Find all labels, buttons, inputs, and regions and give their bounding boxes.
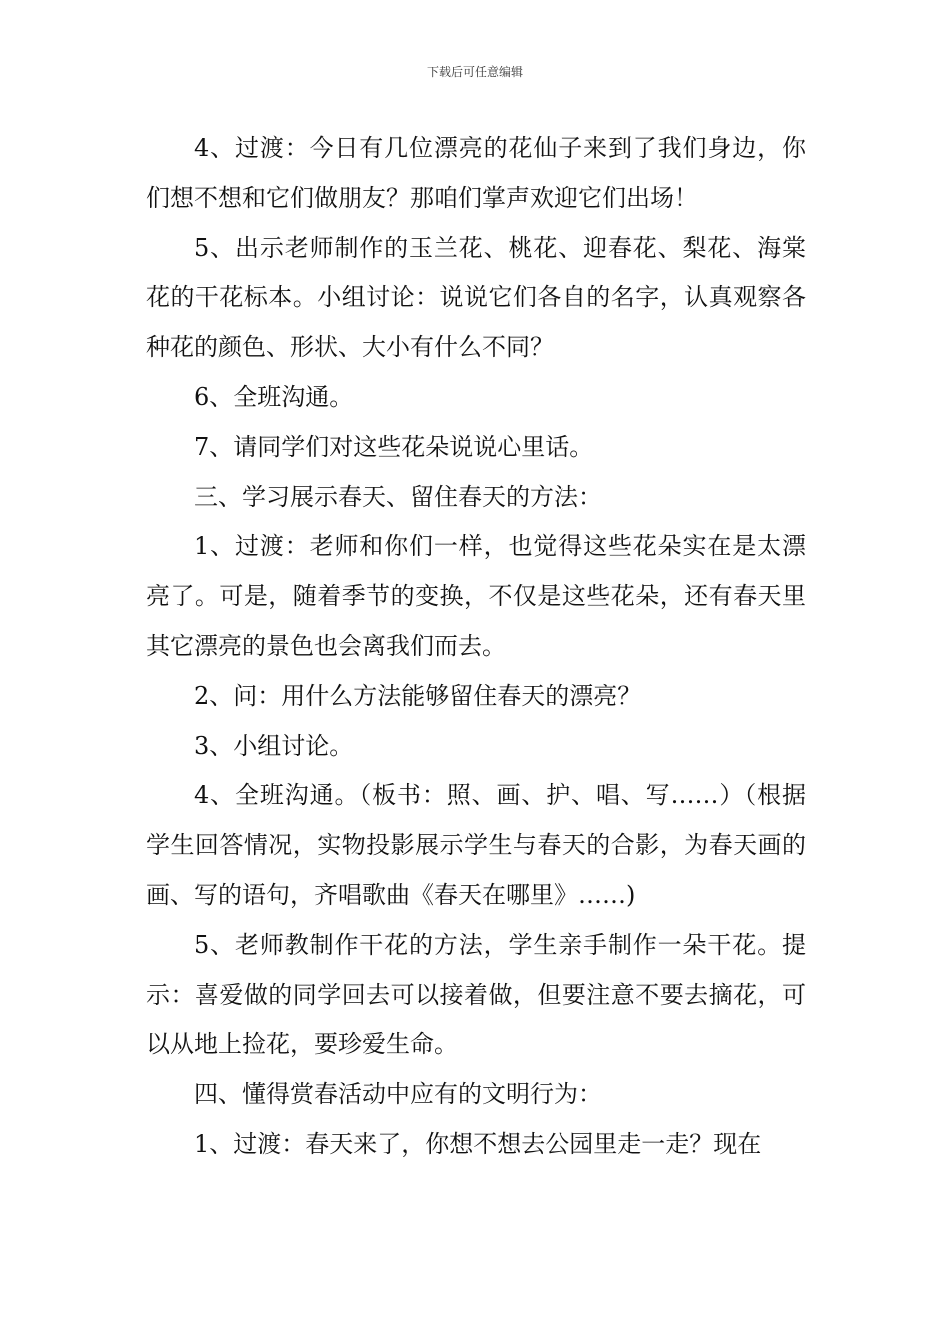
paragraph: 3、小组讨论。 xyxy=(194,731,354,760)
paragraph: 6、全班沟通。 xyxy=(194,382,354,411)
paragraph: 5、出示老师制作的玉兰花、桃花、迎春花、梨花、海棠花的干花标本。小组讨论：说说它们各自的名字，认真观察各种花的颜色、形状、大小有什么不同？ xyxy=(146,233,806,362)
paragraph: 4、全班沟通。（板书：照、画、护、唱、写……）（根据学生回答情况，实物投影展示学生与春天的合影，为春天画的画、写的语句，齐唱歌曲《春天在哪里》……) xyxy=(146,781,806,909)
section-heading: 四、懂得赏春活动中应有的文明行为： xyxy=(194,1080,602,1109)
paragraph: 2、问：用什么方法能够留住春天的漂亮？ xyxy=(194,681,642,710)
section-heading: 三、学习展示春天、留住春天的方法： xyxy=(194,482,602,511)
page-header: 下载后可任意编辑 xyxy=(426,65,523,79)
paragraph: 4、过渡：今日有几位漂亮的花仙子来到了我们身边，你们想不想和它们做朋友？那咱们掌声欢迎它们出场！ xyxy=(146,134,806,212)
paragraph: 5、老师教制作干花的方法，学生亲手制作一朵干花。提示：喜爱做的同学回去可以接着做，但要注意不要去摘花，可以从地上捡花，要珍爱生命。 xyxy=(146,930,806,1059)
paragraph: 1、过渡：春天来了，你想不想去公园里走一走？现在 xyxy=(194,1129,762,1158)
paragraph: 7、请同学们对这些花朵说说心里话。 xyxy=(194,432,594,461)
paragraph: 1、过渡：老师和你们一样，也觉得这些花朵实在是太漂亮了。可是，随着季节的变换，不仅是这些花朵，还有春天里其它漂亮的景色也会离我们而去。 xyxy=(146,532,806,660)
document-body xyxy=(146,124,806,1170)
